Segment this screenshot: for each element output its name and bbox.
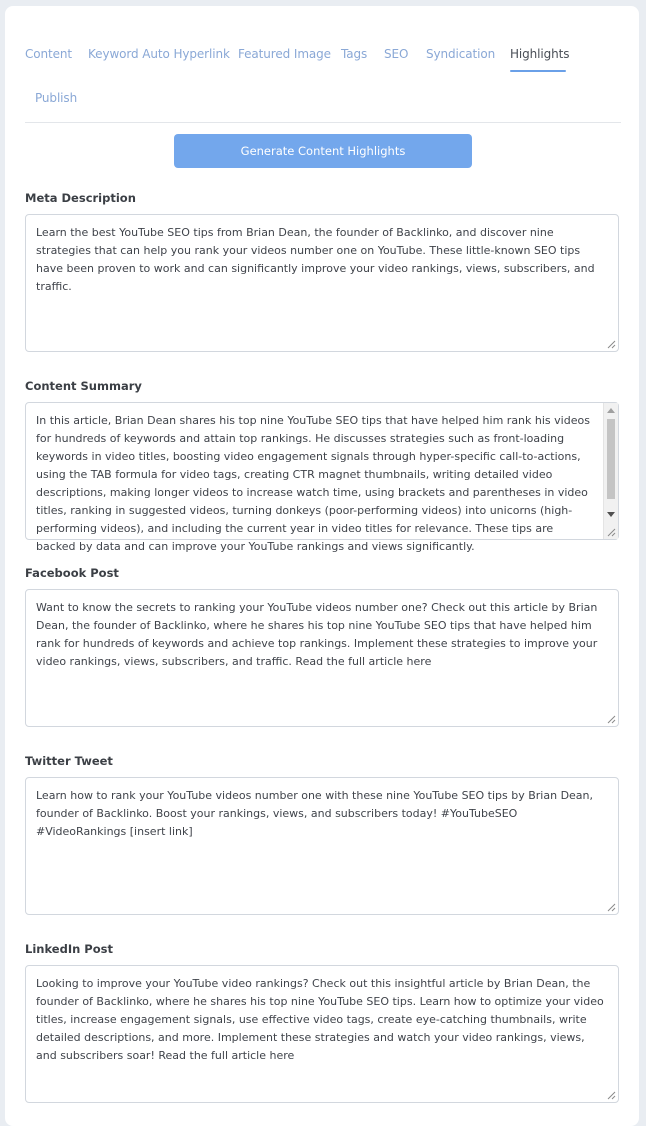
resize-grip-icon[interactable] xyxy=(607,528,616,537)
resize-grip-icon[interactable] xyxy=(607,1091,616,1100)
linkedin-post-textarea[interactable] xyxy=(25,965,619,1103)
active-tab-indicator xyxy=(510,70,566,72)
meta-description-text: Learn the best YouTube SEO tips from Brian Dean, the founder of Backlinko, and discover nine strategies that can help you rank your videos number one on YouTube. These little-known SEO tips have been proven to work and can significantly improve your video rankings, views, subscribers, and traffic. xyxy=(36,226,595,293)
linkedin-post-text: Looking to improve your YouTube video rankings? Check out this insightful article by Brian Dean, the founder of Backlinko, where he shares his top nine YouTube SEO tips. Learn how to optimize your video titles, increase engagement signals, use effective video tags, create eye-catching thumbnails, write detailed descriptions, and more. Implement these strategies and watch your video rankings, views, and subscribers soar! Read the full article here xyxy=(36,977,604,1062)
twitter-tweet-label: Twitter Tweet xyxy=(25,754,113,768)
resize-grip-icon[interactable] xyxy=(607,340,616,349)
tab-publish[interactable]: Publish xyxy=(35,91,78,105)
twitter-tweet-text: Learn how to rank your YouTube videos number one with these nine YouTube SEO tips by Brian Dean, founder of Backlinko. Boost your rankings, views, and subscribers today! #YouTubeSEO #VideoRankings [insert link] xyxy=(36,789,594,838)
scroll-up-icon[interactable] xyxy=(607,408,615,413)
tab-content[interactable]: Content xyxy=(25,47,73,61)
tab-featured-image[interactable]: Featured Image xyxy=(238,47,331,61)
scroll-thumb[interactable] xyxy=(607,419,615,499)
tab-syndication[interactable]: Syndication xyxy=(426,47,496,61)
twitter-tweet-textarea[interactable] xyxy=(25,777,619,915)
content-summary-label: Content Summary xyxy=(25,379,142,393)
content-summary-scrollbar[interactable] xyxy=(603,403,618,539)
tab-bar xyxy=(25,36,621,123)
tab-tags[interactable]: Tags xyxy=(341,47,368,61)
generate-content-highlights-button[interactable]: Generate Content Highlights xyxy=(174,134,472,168)
content-summary-textarea[interactable] xyxy=(25,402,619,553)
facebook-post-text: Want to know the secrets to ranking your YouTube videos number one? Check out this article by Brian Dean, the founder of Backlinko, where he shares his top nine YouTube SEO tips that have helped him rank for hundreds of keywords and achieve top rankings. Implement these strategies to improve your video rankings, views, subscribers, and traffic. Read the full article here xyxy=(36,601,598,668)
tab-keyword-auto-hyperlink[interactable]: Keyword Auto Hyperlink xyxy=(88,47,230,61)
content-summary-text: In this article, Brian Dean shares his top nine YouTube SEO tips that have helped him rank his videos for hundreds of keywords and attain top rankings. He discusses strategies such as front-loading keywords in video titles, boosting video engagement signals through hyper-specific call-to-actions, using the TAB formula for video tags, creating CTR magnet thumbnails, writing detailed video descriptions, making longer videos to increase watch time, using brackets and parentheses in video titles, ranking in suggested videos, turning donkeys (poor-performing videos) into unicorns (high-performing videos), and including the current year in video titles for relevance. These tips are backed by data and can improve your YouTube rankings and views significantly. xyxy=(36,414,590,553)
facebook-post-label: Facebook Post xyxy=(25,566,119,580)
tab-highlights[interactable]: Highlights xyxy=(510,47,570,61)
resize-grip-icon[interactable] xyxy=(607,903,616,912)
highlights-panel xyxy=(5,6,639,1126)
tab-seo[interactable]: SEO xyxy=(384,47,409,61)
meta-description-label: Meta Description xyxy=(25,191,136,205)
facebook-post-textarea[interactable] xyxy=(25,589,619,727)
resize-grip-icon[interactable] xyxy=(607,715,616,724)
meta-description-textarea[interactable] xyxy=(25,214,619,352)
linkedin-post-label: LinkedIn Post xyxy=(25,942,113,956)
scroll-down-icon[interactable] xyxy=(607,512,615,517)
